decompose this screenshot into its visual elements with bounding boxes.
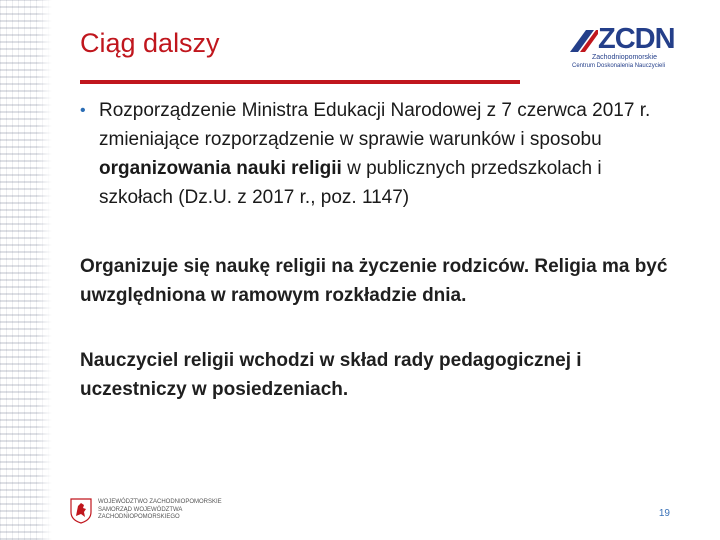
bullet-text-after: w publicznych przedszkolach i szkołach (Dz.U. z 2017 r., poz. 1147) (99, 158, 602, 208)
logo-stripes-icon (570, 30, 598, 52)
page-number: 19 (658, 508, 670, 519)
paragraph-1: Organizuje się naukę religii na życzenie rodziców. Religia ma być uwzględniona w ramowym rozkładzie dnia. (80, 256, 668, 306)
logo-subtitle-1: Zachodniopomorskie (592, 54, 657, 61)
footer-org-text (98, 499, 222, 522)
zcdn-logo (570, 23, 682, 74)
bullet-text-before: Rozporządzenie Ministra Edukacji Narodowej z 7 czerwca 2017 r. zmieniające rozporządzenie w sprawie warunków i sposobu (99, 100, 651, 150)
title-underline (80, 80, 520, 84)
slide-title: Ciąg dalszy (80, 28, 220, 58)
footer-org-line-2: SAMORZĄD WOJEWÓDZTWA (98, 506, 183, 513)
footer-logo (70, 498, 222, 524)
footer-org-line-3: ZACHODNIOPOMORSKIEGO (98, 514, 180, 520)
paragraph-2: Nauczyciel religii wchodzi w skład rady pedagogicznej i uczestniczy w posiedzeniach. (80, 350, 582, 400)
logo-subtitle-2: Centrum Doskonalenia Nauczycieli (572, 63, 666, 69)
bullet-dot-icon: • (80, 102, 86, 119)
logo-wordmark: ZCDN (598, 23, 675, 55)
bullet-text (99, 96, 680, 212)
footer-org-line-1: WOJEWÓDZTWO ZACHODNIOPOMORSKIE (98, 499, 222, 505)
bullet-item (80, 96, 680, 212)
griffin-crest-icon (70, 498, 92, 524)
bullet-text-bold: organizowania nauki religii (99, 158, 342, 179)
handwriting-decoration (0, 0, 52, 540)
